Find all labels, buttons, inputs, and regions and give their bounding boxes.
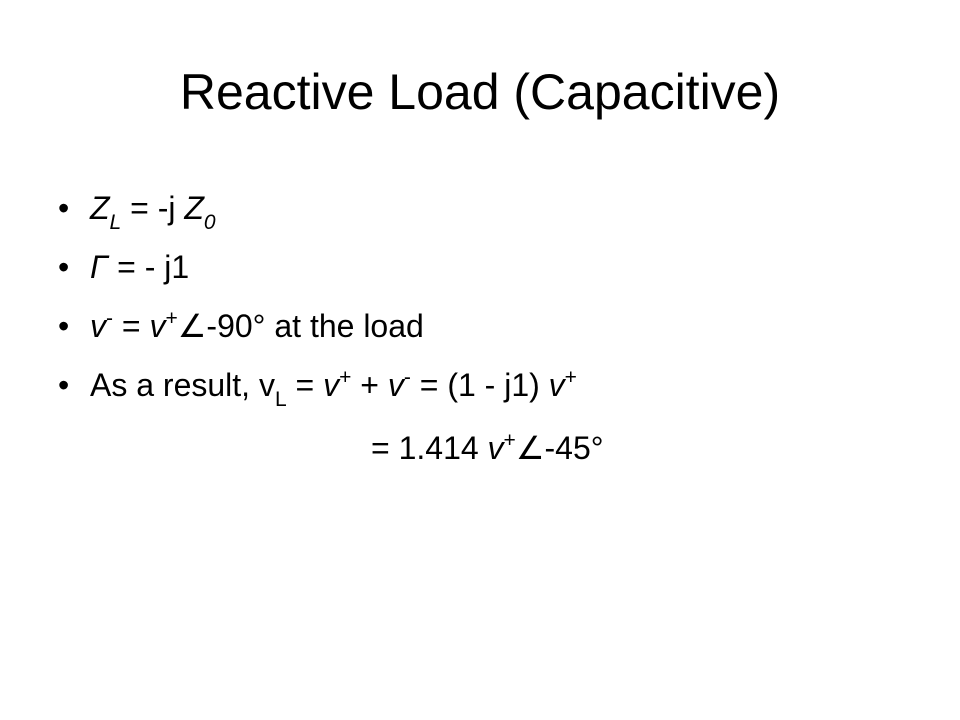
bullet-reflection-coefficient (58, 245, 938, 304)
subscript-l: L (274, 388, 287, 411)
superscript-plus: + (339, 366, 352, 389)
symbol-gamma: Γ (90, 249, 109, 285)
symbol-v: v (323, 367, 340, 403)
subscript-l: L (109, 211, 122, 234)
equation-continuation (371, 426, 604, 470)
bullet-reflected-wave (58, 304, 938, 363)
bullet-marker: • (58, 249, 70, 285)
equation-text: As a result, v (90, 367, 275, 403)
symbol-v: v (90, 308, 106, 344)
angle-symbol: ∠ (177, 307, 207, 345)
symbol-v: v (548, 367, 565, 403)
symbol-v: v (387, 367, 404, 403)
angle-symbol: ∠ (515, 429, 545, 467)
equation-text: + (351, 367, 388, 403)
superscript-minus: - (403, 366, 411, 389)
equation-text: = - j1 (108, 249, 190, 285)
superscript-minus: - (106, 307, 113, 330)
bullet-load-voltage (58, 363, 938, 422)
superscript-plus: + (503, 429, 516, 452)
slide-title: Reactive Load (Capacitive) (179, 64, 781, 120)
equation-text: -45° (544, 430, 604, 466)
bullet-marker: • (58, 367, 70, 403)
bullet-list (58, 186, 938, 422)
superscript-plus: + (165, 307, 178, 330)
symbol-v: v (149, 308, 166, 344)
symbol-z: Z (90, 190, 110, 226)
subscript-0: 0 (203, 211, 216, 234)
symbol-v: v (487, 430, 504, 466)
equation-text: = 1.414 (371, 430, 488, 466)
equation-text: = (1 - j1) (410, 367, 549, 403)
symbol-z0: Z (184, 190, 204, 226)
equation-text: = (113, 308, 150, 344)
equation-text: = (286, 367, 324, 403)
bullet-marker: • (58, 190, 70, 226)
bullet-load-impedance (58, 186, 938, 245)
equation-text: -90° at the load (206, 308, 424, 344)
superscript-plus: + (564, 366, 577, 389)
bullet-marker: • (58, 308, 70, 344)
equation-text: = -j (121, 190, 185, 226)
